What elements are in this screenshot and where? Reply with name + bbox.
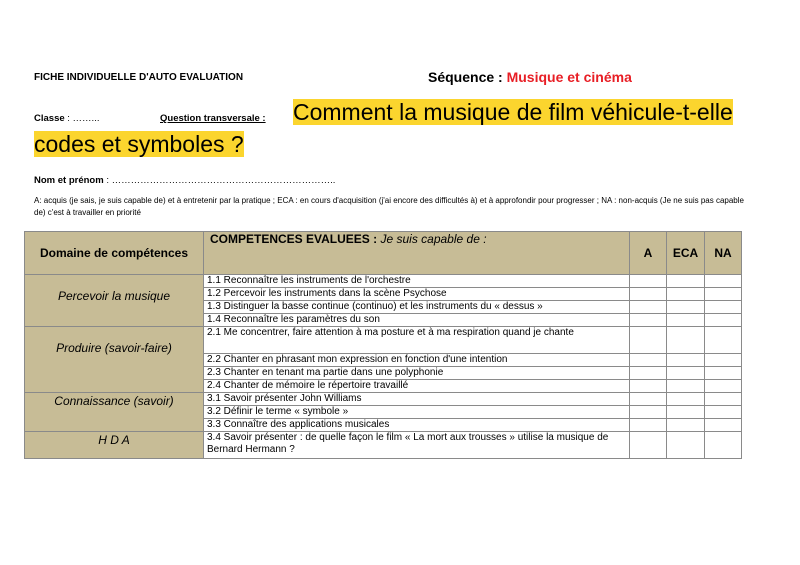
legend-text: A: acquis (je sais, je suis capable de) et à entretenir par la pratique ; ECA : en cours d'acquisition (j'ai encore des difficultés à) et à approfondir pour progresser ; NA : non-acquis (Je ne suis pas capable de) c'est à travailler en priorité: [34, 196, 744, 217]
check-eca-1-4[interactable]: [667, 314, 705, 327]
check-na-3-2[interactable]: [705, 406, 742, 419]
check-eca-2-3[interactable]: [667, 367, 705, 380]
competence-3-4: 3.4 Savoir présenter : de quelle façon le film « La mort aux trousses » utilise la musique de Bernard Hermann ?: [204, 432, 630, 459]
check-na-2-2[interactable]: [705, 354, 742, 367]
competence-3-3: 3.3 Connaître des applications musicales: [204, 419, 630, 432]
check-eca-1-3[interactable]: [667, 301, 705, 314]
table-row: [25, 327, 742, 354]
check-a-1-4[interactable]: [630, 314, 667, 327]
check-na-3-1[interactable]: [705, 393, 742, 406]
check-na-1-3[interactable]: [705, 301, 742, 314]
check-eca-2-4[interactable]: [667, 380, 705, 393]
competence-2-4: 2.4 Chanter de mémoire le répertoire travaillé: [204, 380, 630, 393]
question-text: [34, 96, 764, 160]
domain-hda: H D A: [25, 432, 204, 459]
check-na-1-2[interactable]: [705, 288, 742, 301]
check-na-1-4[interactable]: [705, 314, 742, 327]
competence-1-2: 1.2 Percevoir les instruments dans la scène Psychose: [204, 288, 630, 301]
name-value: : ……………………………………………………………..: [103, 175, 336, 186]
table-row: [25, 432, 742, 459]
domain-perceive: Percevoir la musique: [25, 275, 204, 327]
check-a-1-1[interactable]: [630, 275, 667, 288]
name-line: [34, 175, 335, 186]
competence-1-4: 1.4 Reconnaître les paramètres du son: [204, 314, 630, 327]
classe-line: [34, 113, 99, 124]
competences-table: [24, 231, 742, 459]
competence-1-1: 1.1 Reconnaître les instruments de l'orchestre: [204, 275, 630, 288]
check-eca-3-3[interactable]: [667, 419, 705, 432]
header-competences-bold: COMPETENCES EVALUEES :: [210, 232, 381, 246]
competence-2-1: 2.1 Me concentrer, faire attention à ma posture et à ma respiration quand je chante: [204, 327, 630, 354]
check-a-2-4[interactable]: [630, 380, 667, 393]
header-na: NA: [705, 232, 742, 275]
sequence-line: [428, 69, 632, 85]
check-na-3-4[interactable]: [705, 432, 742, 459]
header-eca: ECA: [667, 232, 705, 275]
header-a: A: [630, 232, 667, 275]
check-a-2-2[interactable]: [630, 354, 667, 367]
sequence-label: Séquence: [428, 69, 495, 85]
domain-produce: Produire (savoir-faire): [25, 327, 204, 393]
classe-label: Classe: [34, 113, 65, 124]
competence-3-1: 3.1 Savoir présenter John Williams: [204, 393, 630, 406]
check-na-1-1[interactable]: [705, 275, 742, 288]
check-na-2-4[interactable]: [705, 380, 742, 393]
table-header-row: [25, 232, 742, 275]
question-highlight: Comment la musique de film véhicule-t-elle codes et symboles ?: [34, 99, 733, 157]
check-eca-1-1[interactable]: [667, 275, 705, 288]
sheet-title: FICHE INDIVIDUELLE D'AUTO EVALUATION: [34, 72, 244, 83]
sequence-separator: :: [494, 69, 507, 85]
check-a-3-1[interactable]: [630, 393, 667, 406]
check-eca-1-2[interactable]: [667, 288, 705, 301]
check-a-2-1[interactable]: [630, 327, 667, 354]
table-row: [25, 275, 742, 288]
check-a-3-4[interactable]: [630, 432, 667, 459]
competence-1-3: 1.3 Distinguer la basse continue (continuo) et les instruments du « dessus »: [204, 301, 630, 314]
check-a-2-3[interactable]: [630, 367, 667, 380]
check-eca-3-4[interactable]: [667, 432, 705, 459]
check-a-3-2[interactable]: [630, 406, 667, 419]
check-eca-3-2[interactable]: [667, 406, 705, 419]
check-eca-2-1[interactable]: [667, 327, 705, 354]
check-eca-3-1[interactable]: [667, 393, 705, 406]
check-a-1-3[interactable]: [630, 301, 667, 314]
sequence-value: Musique et cinéma: [506, 69, 632, 85]
check-eca-2-2[interactable]: [667, 354, 705, 367]
check-na-3-3[interactable]: [705, 419, 742, 432]
header-domain: Domaine de compétences: [25, 232, 204, 275]
header-competences: [204, 232, 630, 275]
classe-value: : ……...: [64, 113, 100, 124]
domain-knowledge: Connaissance (savoir): [25, 393, 204, 432]
header-competences-italic: Je suis capable de :: [380, 232, 487, 246]
question-label: Question transversale :: [160, 113, 266, 124]
table-row: [25, 393, 742, 406]
check-na-2-1[interactable]: [705, 327, 742, 354]
check-na-2-3[interactable]: [705, 367, 742, 380]
name-label: Nom et prénom: [34, 175, 104, 186]
competence-3-2: 3.2 Définir le terme « symbole »: [204, 406, 630, 419]
check-a-3-3[interactable]: [630, 419, 667, 432]
competence-2-3: 2.3 Chanter en tenant ma partie dans une polyphonie: [204, 367, 630, 380]
check-a-1-2[interactable]: [630, 288, 667, 301]
competence-2-2: 2.2 Chanter en phrasant mon expression en fonction d'une intention: [204, 354, 630, 367]
